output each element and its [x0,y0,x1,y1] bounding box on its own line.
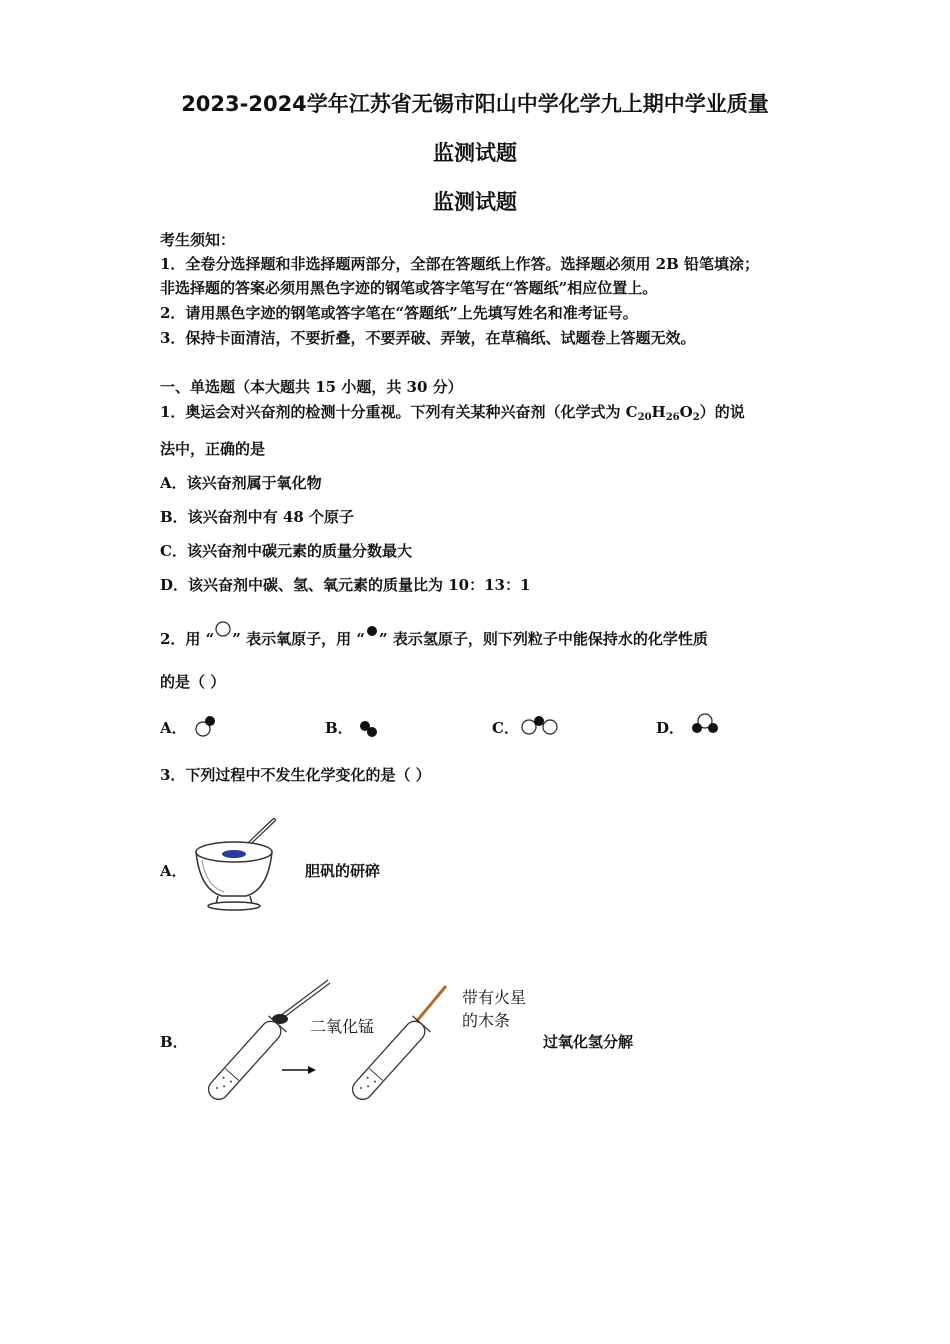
q1-o: O [679,403,693,421]
q2-stem-line1 [160,620,708,649]
q1-sub-oxygen: 2 [692,412,700,423]
q3-stem: 3．下列过程中不发生化学变化的是（ ） [160,766,431,784]
q1-stem-line2: 法中，正确的是 [160,440,266,458]
q1-stem-b: ）的说 [699,403,745,421]
q1-stem-a: 1．奥运会对兴奋剂的检测十分重视。下列有关某种兴奋剂（化学式为 C [160,403,638,421]
q1-stem-line1 [160,401,745,423]
q1-option-b: B．该兴奋剂中有 48 个原子 [160,508,354,526]
section-heading: 一、单选题（本大题共 15 小题，共 30 分） [160,378,463,396]
q1-sub-hydrogen: 26 [665,412,680,423]
q3-figure-label-stick-2: 的木条 [462,1011,511,1030]
q2-option-d-label: D． [656,719,685,737]
molecule-a-icon [193,713,219,739]
q2-option-c-label: C． [492,719,519,737]
oxygen-atom-icon [214,620,232,638]
q2-stem-a: 2．用 “ [160,630,215,648]
q3-figure-label-mno2: 二氧化锰 [310,1017,375,1036]
q2-option-b-label: B． [325,719,353,737]
q1-option-c: C．该兴奋剂中碳元素的质量分数最大 [160,542,412,560]
q1-option-d: D．该兴奋剂中碳、氢、氧元素的质量比为 10：13：1 [160,576,531,594]
q1-sub-carbon: 20 [637,412,652,423]
q3-option-a-label: A． [160,862,187,880]
q3-caption-a: 胆矾的研碎 [305,862,381,880]
exam-title-line3: 监测试题 [433,190,517,214]
notice-item-1a: 1．全卷分选择题和非选择题两部分，全部在答题纸上作答。选择题必须用 2B 铅笔填涂； [160,255,760,273]
exam-title-line1: 2023-2024学年江苏省无锡市阳山中学化学九上期中学业质量 [181,92,769,116]
notice-item-2: 2．请用黑色字迹的钢笔或答字笔在“答题纸”上先填写姓名和准考证号。 [160,304,638,322]
q2-stem-b: ” 表示氧原子，用 “ [232,630,365,648]
q3-figure-label-stick-1: 带有火星 [462,988,527,1007]
molecule-d-icon [688,711,722,739]
q2-stem-c: ” 表示氢原子，则下列粒子中能保持水的化学性质 [379,630,708,648]
q2-stem-line2: 的是（ ） [160,673,226,691]
exam-title-line2: 监测试题 [433,141,517,165]
notice-heading: 考生须知： [160,231,236,249]
hydrogen-atom-icon [365,624,379,638]
notice-item-1b: 非选择题的答案必须用黑色字迹的钢笔或答字笔写在“答题纸”相应位置上。 [160,279,658,297]
notice-item-3: 3．保持卡面清洁，不要折叠，不要弄破、弄皱，在草稿纸、试题卷上答题无效。 [160,329,696,347]
q1-h: H [651,403,666,421]
q3-caption-b: 过氧化氢分解 [543,1033,634,1051]
molecule-c-icon [520,713,560,739]
mortar-pestle-icon [188,812,288,916]
molecule-b-icon [356,716,382,742]
q1-option-a: A．该兴奋剂属于氧化物 [160,474,322,492]
q2-option-a-label: A． [160,719,187,737]
q3-option-b-label: B． [160,1033,188,1051]
